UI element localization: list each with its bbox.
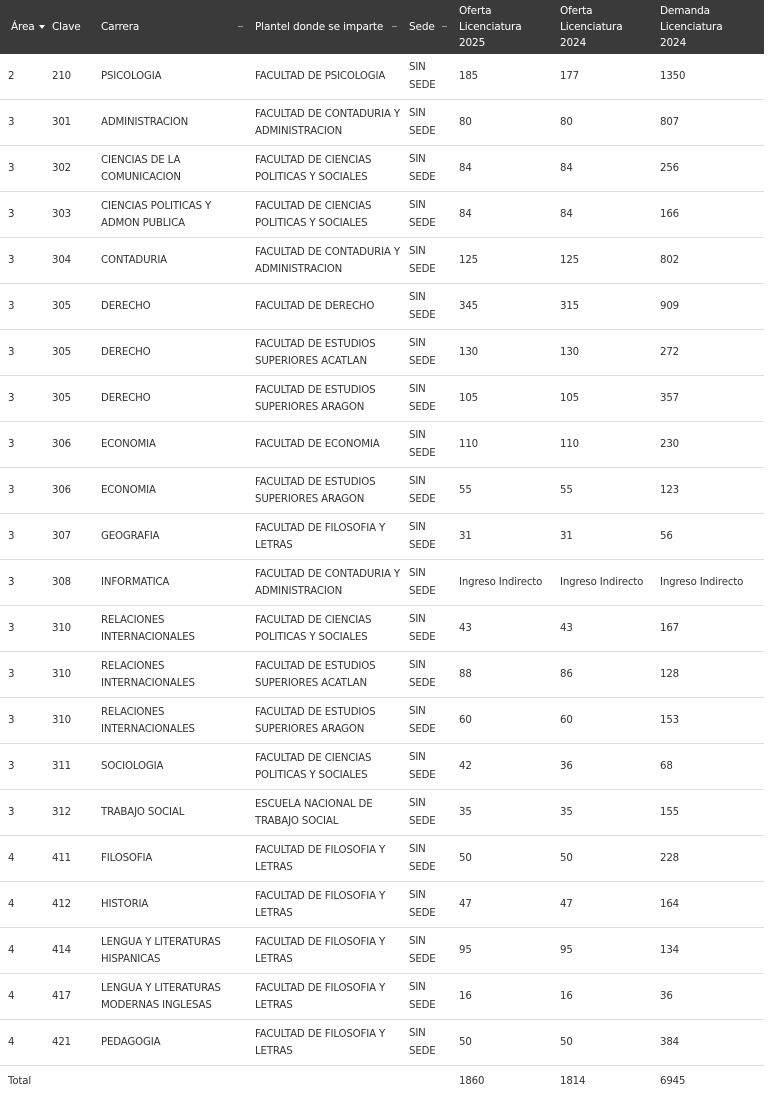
cell-oferta-2025: 55 [453,468,554,514]
total-empty-cell [249,1066,403,1096]
cell-sede: SIN SEDE [403,468,453,514]
cell-plantel: FACULTAD DE ESTUDIOS SUPERIORES ARAGON [249,376,403,422]
table-row [0,698,764,744]
table-row [0,54,764,100]
cell-oferta-2024: 84 [554,146,654,192]
cell-area: 4 [0,882,46,928]
cell-carrera: ECONOMIA [95,468,249,514]
table-row [0,882,764,928]
dash-icon[interactable] [392,26,397,27]
cell-oferta-2025: Ingreso Indirecto [453,560,554,606]
cell-oferta-2024: Ingreso Indirecto [554,560,654,606]
table-row [0,974,764,1020]
cell-oferta-2025: 35 [453,790,554,836]
table-row [0,422,764,468]
cell-demanda-2024: 384 [654,1020,764,1066]
cell-demanda-2024: 228 [654,836,764,882]
cell-carrera: CIENCIAS DE LA COMUNICACION [95,146,249,192]
cell-carrera: CIENCIAS POLITICAS Y ADMON PUBLICA [95,192,249,238]
cell-area: 2 [0,54,46,100]
cell-demanda-2024: 167 [654,606,764,652]
cell-area: 3 [0,698,46,744]
cell-carrera: GEOGRAFIA [95,514,249,560]
cell-carrera: PEDAGOGIA [95,1020,249,1066]
cell-demanda-2024: 134 [654,928,764,974]
table-row [0,100,764,146]
cell-demanda-2024: 1350 [654,54,764,100]
cell-plantel: FACULTAD DE FILOSOFIA Y LETRAS [249,836,403,882]
cell-carrera: DERECHO [95,376,249,422]
table-row [0,192,764,238]
header-line: Licenciatura [459,21,522,33]
cell-plantel: FACULTAD DE FILOSOFIA Y LETRAS [249,928,403,974]
column-header-carrera[interactable] [95,0,249,54]
cell-plantel: FACULTAD DE FILOSOFIA Y LETRAS [249,974,403,1020]
cell-demanda-2024: 807 [654,100,764,146]
cell-sede: SIN SEDE [403,606,453,652]
cell-plantel: ESCUELA NACIONAL DE TRABAJO SOCIAL [249,790,403,836]
cell-sede: SIN SEDE [403,652,453,698]
cell-plantel: FACULTAD DE PSICOLOGIA [249,54,403,100]
column-header-oferta-2025[interactable] [453,0,554,54]
header-line: 2024 [560,37,586,49]
cell-oferta-2025: 50 [453,1020,554,1066]
cell-clave: 312 [46,790,95,836]
cell-oferta-2025: 16 [453,974,554,1020]
cell-area: 3 [0,330,46,376]
header-line: Demanda [660,5,710,17]
cell-sede: SIN SEDE [403,744,453,790]
dash-icon[interactable] [442,26,447,27]
cell-clave: 310 [46,698,95,744]
total-empty-cell [403,1066,453,1096]
cell-sede: SIN SEDE [403,836,453,882]
cell-carrera: RELACIONES INTERNACIONALES [95,652,249,698]
header-line: Oferta [560,5,592,17]
cell-area: 3 [0,790,46,836]
cell-oferta-2024: 35 [554,790,654,836]
cell-oferta-2024: 315 [554,284,654,330]
cell-demanda-2024: 166 [654,192,764,238]
total-empty-cell [95,1066,249,1096]
cell-oferta-2025: 47 [453,882,554,928]
total-empty-cell [46,1066,95,1096]
cell-plantel: FACULTAD DE CONTADURIA Y ADMINISTRACION [249,238,403,284]
column-header-area-label: Área [11,21,35,33]
cell-oferta-2025: 88 [453,652,554,698]
cell-oferta-2024: 95 [554,928,654,974]
table-row [0,376,764,422]
column-header-oferta-2024[interactable] [554,0,654,54]
cell-area: 3 [0,606,46,652]
cell-sede: SIN SEDE [403,1020,453,1066]
cell-sede: SIN SEDE [403,928,453,974]
table-row [0,1020,764,1066]
cell-carrera: PSICOLOGIA [95,54,249,100]
table-row [0,744,764,790]
column-header-sede[interactable] [403,0,453,54]
cell-area: 3 [0,560,46,606]
cell-carrera: ECONOMIA [95,422,249,468]
cell-clave: 305 [46,284,95,330]
table-row [0,606,764,652]
table-footer [0,1066,764,1096]
cell-area: 3 [0,376,46,422]
cell-sede: SIN SEDE [403,698,453,744]
cell-clave: 421 [46,1020,95,1066]
total-demanda-2024: 6945 [654,1066,764,1096]
cell-area: 3 [0,652,46,698]
cell-clave: 310 [46,606,95,652]
cell-area: 3 [0,744,46,790]
cell-oferta-2024: 177 [554,54,654,100]
cell-sede: SIN SEDE [403,100,453,146]
cell-oferta-2024: 130 [554,330,654,376]
cell-carrera: SOCIOLOGIA [95,744,249,790]
cell-clave: 306 [46,422,95,468]
cell-clave: 411 [46,836,95,882]
cell-sede: SIN SEDE [403,422,453,468]
column-header-plantel[interactable] [249,0,403,54]
cell-oferta-2024: 60 [554,698,654,744]
cell-carrera: ADMINISTRACION [95,100,249,146]
cell-clave: 210 [46,54,95,100]
cell-oferta-2025: 60 [453,698,554,744]
cell-oferta-2024: 86 [554,652,654,698]
column-header-demanda-2024[interactable] [654,0,764,54]
cell-sede: SIN SEDE [403,376,453,422]
cell-demanda-2024: 357 [654,376,764,422]
cell-oferta-2025: 50 [453,836,554,882]
cell-plantel: FACULTAD DE CIENCIAS POLITICAS Y SOCIALES [249,146,403,192]
column-header-plantel-label: Plantel donde se imparte [255,21,383,33]
cell-clave: 307 [46,514,95,560]
table-body [0,54,764,1066]
cell-oferta-2025: 110 [453,422,554,468]
table-row [0,790,764,836]
column-header-sede-label: Sede [409,21,435,33]
cell-clave: 412 [46,882,95,928]
table-row [0,468,764,514]
cell-plantel: FACULTAD DE ESTUDIOS SUPERIORES ARAGON [249,698,403,744]
cell-oferta-2024: 47 [554,882,654,928]
cell-clave: 303 [46,192,95,238]
cell-oferta-2025: 185 [453,54,554,100]
caret-down-icon[interactable] [39,25,45,29]
cell-carrera: TRABAJO SOCIAL [95,790,249,836]
cell-plantel: FACULTAD DE ESTUDIOS SUPERIORES ACATLAN [249,330,403,376]
cell-sede: SIN SEDE [403,192,453,238]
cell-demanda-2024: 802 [654,238,764,284]
table-row [0,652,764,698]
cell-area: 3 [0,468,46,514]
cell-demanda-2024: 164 [654,882,764,928]
cell-sede: SIN SEDE [403,284,453,330]
total-oferta-2025: 1860 [453,1066,554,1096]
cell-carrera: INFORMATICA [95,560,249,606]
cell-clave: 308 [46,560,95,606]
cell-oferta-2025: 84 [453,146,554,192]
cell-area: 3 [0,146,46,192]
cell-plantel: FACULTAD DE CONTADURIA Y ADMINISTRACION [249,100,403,146]
cell-clave: 311 [46,744,95,790]
table-row [0,514,764,560]
cell-area: 3 [0,422,46,468]
cell-area: 4 [0,836,46,882]
cell-sede: SIN SEDE [403,514,453,560]
cell-demanda-2024: 909 [654,284,764,330]
cell-plantel: FACULTAD DE FILOSOFIA Y LETRAS [249,882,403,928]
cell-carrera: HISTORIA [95,882,249,928]
header-line: 2024 [660,37,686,49]
cell-sede: SIN SEDE [403,790,453,836]
cell-oferta-2024: 55 [554,468,654,514]
header-line: Licenciatura [660,21,723,33]
cell-oferta-2025: 42 [453,744,554,790]
cell-clave: 305 [46,330,95,376]
cell-oferta-2024: 31 [554,514,654,560]
cell-demanda-2024: Ingreso Indirecto [654,560,764,606]
cell-area: 4 [0,1020,46,1066]
cell-plantel: FACULTAD DE DERECHO [249,284,403,330]
table-header [0,0,764,54]
cell-oferta-2025: 43 [453,606,554,652]
cell-plantel: FACULTAD DE FILOSOFIA Y LETRAS [249,1020,403,1066]
header-line: Oferta [459,5,491,17]
cell-oferta-2025: 31 [453,514,554,560]
cell-carrera: DERECHO [95,284,249,330]
cell-clave: 305 [46,376,95,422]
cell-demanda-2024: 153 [654,698,764,744]
cell-plantel: FACULTAD DE CONTADURIA Y ADMINISTRACION [249,560,403,606]
cell-oferta-2025: 95 [453,928,554,974]
cell-oferta-2024: 50 [554,1020,654,1066]
cell-carrera: RELACIONES INTERNACIONALES [95,606,249,652]
total-oferta-2024: 1814 [554,1066,654,1096]
cell-sede: SIN SEDE [403,146,453,192]
column-header-carrera-label: Carrera [101,21,139,33]
table-row [0,146,764,192]
cell-carrera: FILOSOFIA [95,836,249,882]
total-row [0,1066,764,1096]
cell-demanda-2024: 128 [654,652,764,698]
cell-plantel: FACULTAD DE CIENCIAS POLITICAS Y SOCIALES [249,744,403,790]
cell-demanda-2024: 123 [654,468,764,514]
cell-area: 3 [0,284,46,330]
table-row [0,238,764,284]
cell-demanda-2024: 272 [654,330,764,376]
cell-clave: 302 [46,146,95,192]
cell-carrera: DERECHO [95,330,249,376]
header-line: 2025 [459,37,485,49]
cell-oferta-2024: 105 [554,376,654,422]
cell-oferta-2025: 105 [453,376,554,422]
cell-oferta-2024: 43 [554,606,654,652]
cell-oferta-2025: 345 [453,284,554,330]
table-row [0,330,764,376]
cell-clave: 417 [46,974,95,1020]
cell-sede: SIN SEDE [403,974,453,1020]
cell-oferta-2025: 84 [453,192,554,238]
cell-clave: 304 [46,238,95,284]
header-line: Licenciatura [560,21,623,33]
cell-carrera: RELACIONES INTERNACIONALES [95,698,249,744]
column-header-clave[interactable] [46,0,95,54]
cell-sede: SIN SEDE [403,54,453,100]
cell-oferta-2025: 125 [453,238,554,284]
cell-oferta-2024: 80 [554,100,654,146]
cell-demanda-2024: 256 [654,146,764,192]
cell-area: 3 [0,192,46,238]
cell-plantel: FACULTAD DE FILOSOFIA Y LETRAS [249,514,403,560]
cell-clave: 310 [46,652,95,698]
cell-carrera: LENGUA Y LITERATURAS HISPANICAS [95,928,249,974]
cell-oferta-2024: 16 [554,974,654,1020]
cell-oferta-2024: 50 [554,836,654,882]
table-row [0,560,764,606]
cell-sede: SIN SEDE [403,238,453,284]
cell-plantel: FACULTAD DE ESTUDIOS SUPERIORES ARAGON [249,468,403,514]
cell-area: 4 [0,928,46,974]
cell-area: 3 [0,238,46,284]
cell-carrera: CONTADURIA [95,238,249,284]
cell-sede: SIN SEDE [403,882,453,928]
cell-oferta-2025: 130 [453,330,554,376]
cell-plantel: FACULTAD DE CIENCIAS POLITICAS Y SOCIALES [249,606,403,652]
header-row [0,0,764,54]
cell-oferta-2024: 125 [554,238,654,284]
cell-demanda-2024: 230 [654,422,764,468]
cell-plantel: FACULTAD DE CIENCIAS POLITICAS Y SOCIALES [249,192,403,238]
cell-clave: 301 [46,100,95,146]
cell-oferta-2025: 80 [453,100,554,146]
table-row [0,928,764,974]
cell-plantel: FACULTAD DE ECONOMIA [249,422,403,468]
table-row [0,836,764,882]
cell-sede: SIN SEDE [403,330,453,376]
cell-demanda-2024: 155 [654,790,764,836]
dash-icon[interactable] [238,26,243,27]
cell-area: 3 [0,514,46,560]
cell-clave: 306 [46,468,95,514]
cell-area: 4 [0,974,46,1020]
cell-carrera: LENGUA Y LITERATURAS MODERNAS INGLESAS [95,974,249,1020]
total-label: Total [0,1066,46,1096]
cell-oferta-2024: 110 [554,422,654,468]
cell-sede: SIN SEDE [403,560,453,606]
cell-oferta-2024: 36 [554,744,654,790]
cell-oferta-2024: 84 [554,192,654,238]
cell-area: 3 [0,100,46,146]
cell-clave: 414 [46,928,95,974]
cell-demanda-2024: 68 [654,744,764,790]
cell-demanda-2024: 36 [654,974,764,1020]
column-header-clave-label: Clave [52,21,81,33]
cell-plantel: FACULTAD DE ESTUDIOS SUPERIORES ACATLAN [249,652,403,698]
cell-demanda-2024: 56 [654,514,764,560]
column-header-area[interactable] [0,0,46,54]
table-row [0,284,764,330]
